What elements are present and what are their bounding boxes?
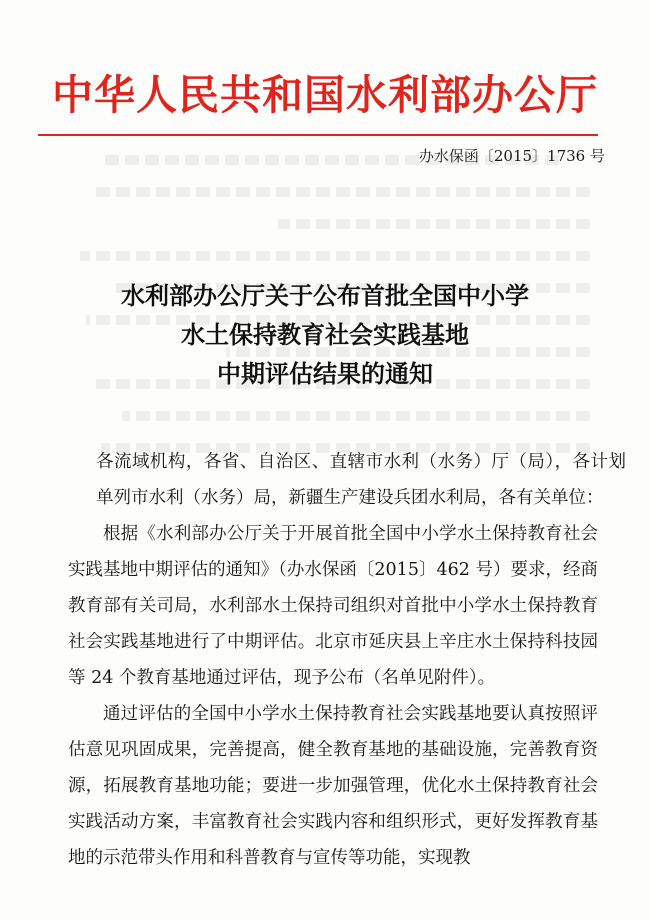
body-paragraph-1: 根据《水利部办公厅关于开展首批全国中小学水土保持教育社会实践基地中期评估的通知》（办水保函〔2015〕462 号）要求，经商教育部有关司局，水利部水土保持司组织对首批中小学水土保持教育社会实践基地进行了中期评估。北京市延庆县上辛庄水土保持科技园等 24 个教育基地通过评估，现予公布（名单见附件）。 — [68, 524, 598, 688]
title-line-2: 水土保持教育社会实践基地 — [181, 320, 469, 349]
issuing-authority-header: 中华人民共和国水利部办公厅 — [52, 71, 598, 119]
document-body — [68, 444, 626, 876]
red-separator-line — [38, 134, 598, 136]
document-title — [0, 276, 650, 393]
body-paragraph-2: 通过评估的全国中小学水土保持教育社会实践基地要认真按照评估意见巩固成果，完善提高，健全教育基地的基础设施，完善教育资源，拓展教育基地功能；要进一步加强管理，优化水土保持教育社会实践活动方案，丰富教育社会实践内容和组织形式，更好发挥教育基地的示范带头作用和科普教育与宣传等功能，实现教 — [68, 704, 598, 868]
document-number: 办水保函〔2015〕1736 号 — [418, 147, 605, 165]
addressee-paragraph: 各流域机构，各省、自治区、直辖市水利（水务）厅（局），各计划单列市水利（水务）局，新疆生产建设兵团水利局，各有关单位： — [96, 452, 626, 508]
title-line-1: 水利部办公厅关于公布首批全国中小学 — [121, 281, 529, 310]
title-line-3: 中期评估结果的通知 — [217, 359, 433, 388]
